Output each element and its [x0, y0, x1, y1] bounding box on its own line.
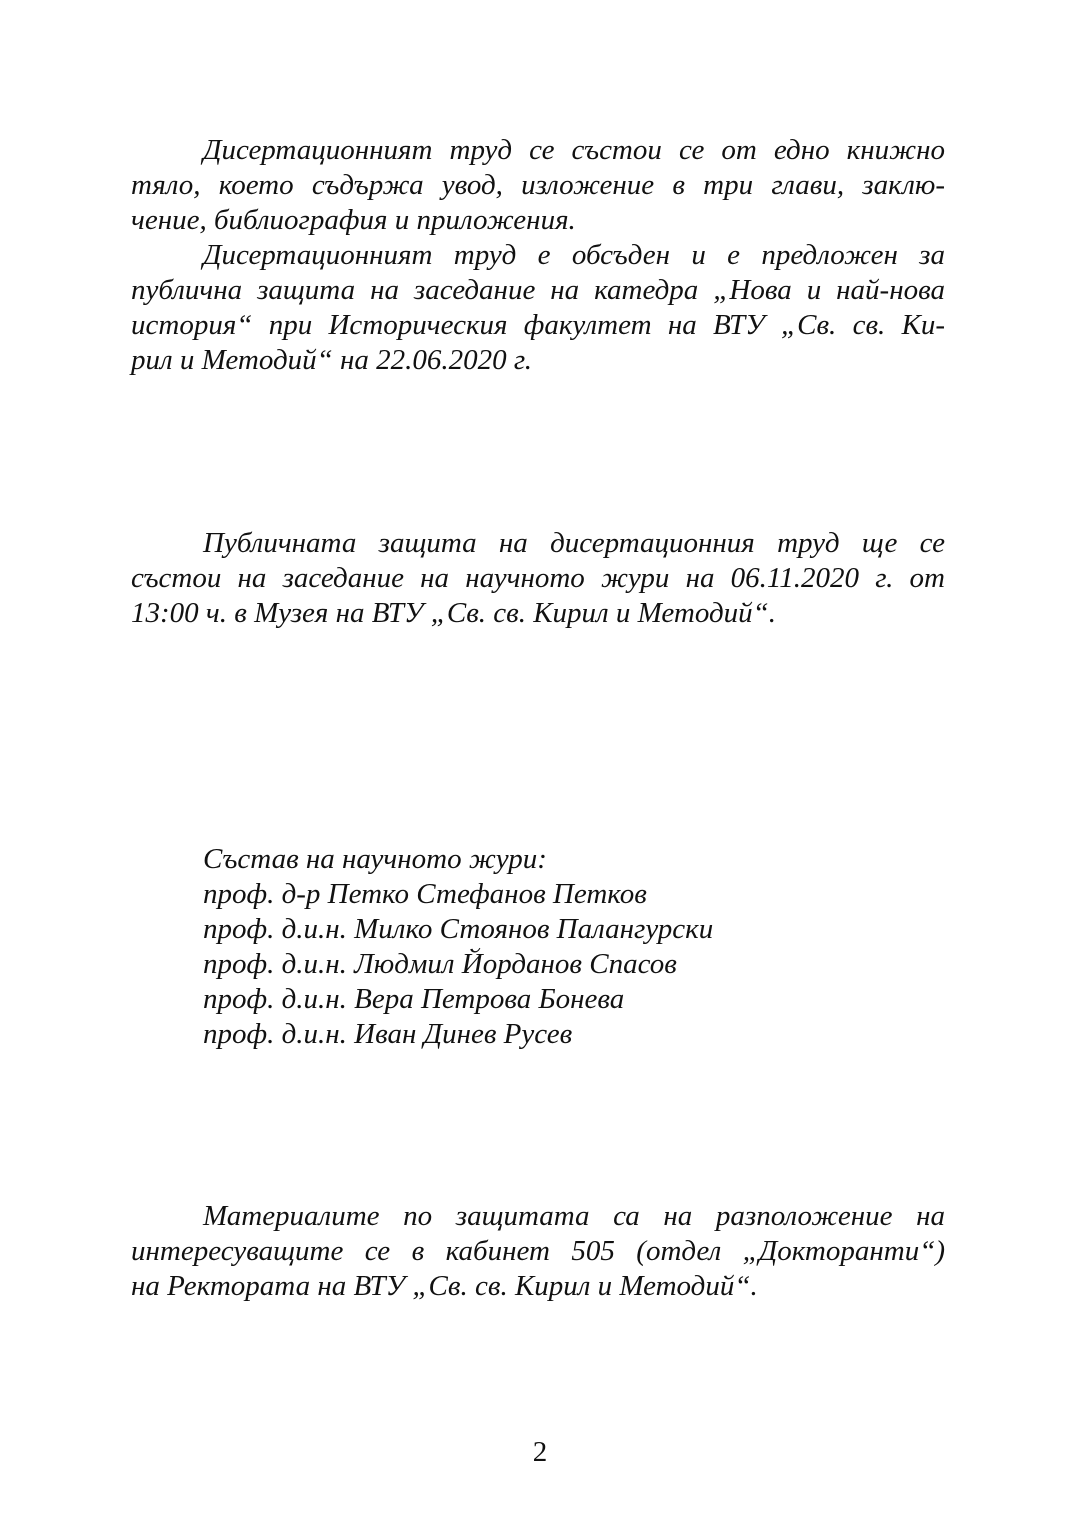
text-line: история“ при Историческия факултет на ВТУ „Св. св. Ки- — [131, 309, 945, 341]
text-line: рил и Методий“ на 22.06.2020 г. — [131, 344, 533, 376]
text-line: 13:00 ч. в Музея на ВТУ „Св. св. Кирил и Методий“. — [131, 597, 776, 629]
jury-heading: Състав на научното жури: — [203, 843, 547, 875]
dissertation-discussion-paragraph — [131, 238, 945, 378]
text-line: тяло, което съдържа увод, изложение в три глави, заклю- — [131, 169, 945, 201]
materials-section — [131, 1199, 945, 1304]
dissertation-structure-paragraph — [131, 133, 945, 238]
text-line: чение, библиография и приложения. — [131, 204, 576, 236]
text-line: интересуващите се в кабинет 505 (отдел „Докторанти“) — [131, 1235, 945, 1267]
text-line: Дисертационният труд е обсъден и е предложен за — [203, 239, 945, 271]
jury-member: проф. д-р Петко Стефанов Петков — [203, 878, 647, 910]
jury-member: проф. д.и.н. Милко Стоянов Палангурски — [203, 913, 714, 945]
text-line: състои на заседание на научното жури на 06.11.2020 г. от — [131, 562, 945, 594]
intro-section — [131, 133, 945, 378]
public-defense-paragraph — [131, 526, 945, 631]
text-line: публична защита на заседание на катедра „Нова и най-нова — [131, 274, 945, 306]
text-line: на Ректората на ВТУ „Св. св. Кирил и Методий“. — [131, 1270, 758, 1302]
jury-section — [203, 842, 943, 1052]
text-line: Материалите по защитата са на разположение на — [203, 1200, 945, 1232]
text-line: Публичната защита на дисертационния труд ще се — [203, 527, 945, 559]
materials-paragraph — [131, 1199, 945, 1304]
jury-member: проф. д.и.н. Вера Петрова Бонева — [203, 983, 625, 1015]
public-defense-section — [131, 526, 945, 631]
jury-member: проф. д.и.н. Людмил Йорданов Спасов — [203, 948, 677, 980]
text-line: Дисертационният труд се състои се от едно книжно — [203, 134, 945, 166]
jury-member: проф. д.и.н. Иван Динев Русев — [203, 1018, 573, 1050]
page-number: 2 — [532, 1436, 548, 1468]
